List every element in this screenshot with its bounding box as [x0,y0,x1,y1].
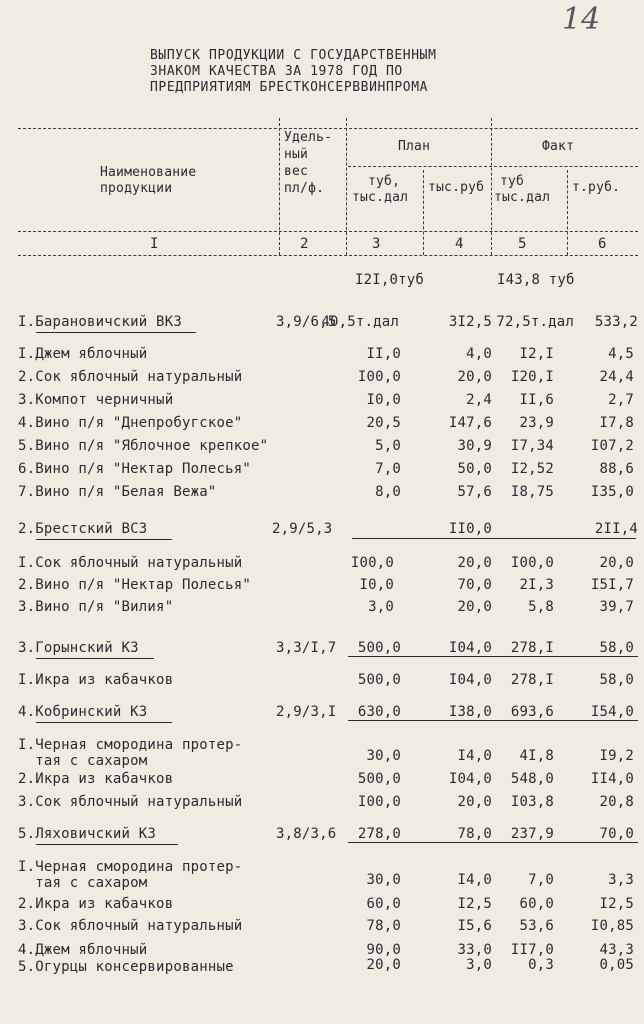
item-name: 5.Вино п/я "Яблочное крепкое" [18,438,269,454]
item-c3: 90,0 [366,942,401,958]
item-c3: 8,0 [375,484,401,500]
col-num-5: 5 [518,236,527,252]
item-c3: 5,0 [375,438,401,454]
item-c6: 43,3 [599,942,634,958]
col-num-4: 4 [455,236,464,252]
item-c5: I8,75 [510,484,554,500]
item-c3: I0,0 [359,577,394,593]
col-divider-3 [423,170,424,255]
item-c3: I0,0 [366,392,401,408]
item-name: 4.Вино п/я "Днепробугское" [18,415,243,431]
item-c3: I00,0 [357,369,401,385]
item-c5: 23,9 [519,415,554,431]
item-c5: I7,34 [510,438,554,454]
item-c4: 20,0 [457,369,492,385]
enterprise-weight: 3,8/3,6 [276,826,337,842]
enterprise-c4: 3I2,5 [448,314,492,330]
title-line-1: ВЫПУСК ПРОДУКЦИИ С ГОСУДАРСТВЕННЫМ [150,48,437,63]
header-weight-3: вес [284,164,309,179]
header-fact: Факт [542,139,575,154]
enterprise-c6: 533,2 [594,314,638,330]
header-weight-4: пл/ф. [284,181,325,196]
item-c4: 70,0 [457,577,492,593]
header-rule-2 [18,231,638,232]
item-name: 2.Икра из кабачков [18,896,174,912]
item-c6: I07,2 [590,438,634,454]
item-c6: I2,5 [599,896,634,912]
title-line-3: ПРЕДПРИЯТИЯМ БРЕСТКОНСЕРВВИНПРОМА [150,80,429,95]
item-c6: 20,0 [599,555,634,571]
item-c3: 78,0 [366,918,401,934]
item-c4: 4,0 [466,346,492,362]
col-num-1: I [150,236,159,252]
item-c4: 20,0 [457,794,492,810]
enterprise-name: 3.Горынский КЗ [18,640,139,656]
item-c5: II7,0 [510,942,554,958]
item-c6: 0,05 [599,957,634,973]
item-name: 5.Огурцы консервированные [18,959,234,975]
title-line-2: ЗНАКОМ КАЧЕСТВА ЗА 1978 ГОД ПО [150,64,403,79]
item-c6: I7,8 [599,415,634,431]
enterprise-c3: 40,5т.дал [321,314,399,330]
enterprise-c3: 630,0 [357,704,401,720]
enterprise-total-rule [348,720,638,721]
header-fact-tub-2: тыс.дал [494,190,551,205]
item-c3: 60,0 [366,896,401,912]
item-c4: 20,0 [457,599,492,615]
header-top-rule [18,128,638,129]
item-c4: I47,6 [448,415,492,431]
header-weight-1: Удель- [284,130,333,145]
item-c4: 30,9 [457,438,492,454]
header-plan-tub-2: тыс.дал [352,190,409,205]
enterprise-c6: I54,0 [590,704,634,720]
item-c5: 548,0 [510,771,554,787]
item-c6: 20,8 [599,794,634,810]
enterprise-c3: 500,0 [357,640,401,656]
item-c3: I00,0 [357,794,401,810]
item-c4: 33,0 [457,942,492,958]
page-number-mark: 14 [562,2,601,37]
enterprise-underline [36,658,154,659]
header-mid-rule [348,166,638,167]
enterprise-c5: 72,5т.дал [496,314,574,330]
item-c5: 4I,8 [519,748,554,764]
item-name: 4.Джем яблочный [18,942,148,958]
header-fact-tub-1: туб [500,174,525,189]
item-name: 3.Вино п/я "Вилия" [18,599,174,615]
item-c6: 4,5 [608,346,634,362]
item-c3: 30,0 [366,872,401,888]
header-fact-rub: т.руб. [572,180,621,195]
item-c4: I04,0 [448,672,492,688]
item-c5: 278,I [510,672,554,688]
enterprise-weight: 3,9/6,5 [276,314,337,330]
item-c3: 20,5 [366,415,401,431]
item-name: I.Икра из кабачков [18,672,174,688]
item-c4: I04,0 [448,771,492,787]
item-name: 7.Вино п/я "Белая Вежа" [18,484,217,500]
item-c3: I00,0 [350,555,394,571]
item-c5: I20,I [510,369,554,385]
item-name: I.Джем яблочный [18,346,148,362]
item-c6: 2,7 [608,392,634,408]
item-c4: I4,0 [457,748,492,764]
enterprise-total-rule [348,656,638,657]
item-c5: 7,0 [528,872,554,888]
item-c4: I4,0 [457,872,492,888]
item-c3: 3,0 [368,599,394,615]
enterprise-c6: 58,0 [599,640,634,656]
enterprise-c3: 278,0 [357,826,401,842]
item-name: I.Сок яблочный натуральный [18,555,243,571]
header-name-1: Наименование [100,165,197,180]
col-divider-5 [567,170,568,255]
item-c5: I03,8 [510,794,554,810]
item-c6: I0,85 [590,918,634,934]
item-c5: 60,0 [519,896,554,912]
item-c5: I00,0 [510,555,554,571]
col-num-3: 3 [372,236,381,252]
item-name-cont: тая с сахаром [18,875,148,891]
enterprise-c6: 2II,4 [594,521,638,537]
enterprise-c4: I38,0 [448,704,492,720]
total-fact: I43,8 туб [497,272,575,288]
header-name-2: продукции [100,181,173,196]
item-c4: I5,6 [457,918,492,934]
item-c3: II,0 [366,346,401,362]
item-c3: 500,0 [357,672,401,688]
item-c4: 57,6 [457,484,492,500]
header-bottom-rule [18,255,638,256]
enterprise-c5: 693,6 [510,704,554,720]
item-c6: 88,6 [599,461,634,477]
header-plan: План [398,139,431,154]
col-num-2: 2 [300,236,309,252]
item-name: I.Черная смородина протер- [18,859,243,875]
enterprise-underline [36,722,172,723]
item-name: 3.Сок яблочный натуральный [18,918,243,934]
enterprise-weight: 2,9/3,I [276,704,337,720]
enterprise-weight: 2,9/5,3 [272,521,333,537]
item-c6: II4,0 [590,771,634,787]
item-c6: I9,2 [599,748,634,764]
header-plan-rub: тыс.руб [428,180,485,195]
item-c5: 5,8 [528,599,554,615]
col-divider-1 [279,118,280,255]
item-c4: 20,0 [457,555,492,571]
item-c6: 24,4 [599,369,634,385]
header-plan-tub-1: туб, [368,174,401,189]
enterprise-name: 2.Брестский ВСЗ [18,521,148,537]
total-plan: I2I,0туб [355,272,425,288]
item-c4: 3,0 [466,957,492,973]
enterprise-weight: 3,3/I,7 [276,640,337,656]
enterprise-name: 5.Ляховичский КЗ [18,826,157,842]
item-c3: 20,0 [366,957,401,973]
item-name-cont: тая с сахаром [18,753,148,769]
item-c3: 500,0 [357,771,401,787]
item-c3: 7,0 [375,461,401,477]
enterprise-total-rule [348,842,638,843]
item-name: 3.Компот черничный [18,392,174,408]
enterprise-underline [36,844,178,845]
item-name: 2.Икра из кабачков [18,771,174,787]
item-c5: 0,3 [528,957,554,973]
col-divider-4 [491,118,492,255]
item-c5: I2,52 [510,461,554,477]
col-num-6: 6 [598,236,607,252]
item-c6: I35,0 [590,484,634,500]
enterprise-c5: 278,I [510,640,554,656]
item-c5: 2I,3 [519,577,554,593]
enterprise-c4: I04,0 [448,640,492,656]
enterprise-name: I.Барановичский ВКЗ [18,314,182,330]
enterprise-underline [36,539,172,540]
item-c5: 53,6 [519,918,554,934]
item-c5: II,6 [519,392,554,408]
item-name: I.Черная смородина протер- [18,737,243,753]
item-c6: 3,3 [608,872,634,888]
item-name: 3.Сок яблочный натуральный [18,794,243,810]
enterprise-c5: 237,9 [510,826,554,842]
item-c3: 30,0 [366,748,401,764]
item-c4: 2,4 [466,392,492,408]
header-weight-2: ный [284,147,309,162]
item-name: 2.Вино п/я "Нектар Полесья" [18,577,251,593]
enterprise-underline [36,332,196,333]
item-c4: 50,0 [457,461,492,477]
item-c6: I5I,7 [590,577,634,593]
enterprise-c4: II0,0 [448,521,492,537]
enterprise-c6: 70,0 [599,826,634,842]
col-divider-2 [346,118,347,255]
item-c6: 39,7 [599,599,634,615]
item-c4: I2,5 [457,896,492,912]
enterprise-c4: 78,0 [457,826,492,842]
enterprise-name: 4.Кобринский КЗ [18,704,148,720]
item-name: 2.Сок яблочный натуральный [18,369,243,385]
enterprise-total-rule [352,538,636,539]
item-name: 6.Вино п/я "Нектар Полесья" [18,461,251,477]
item-c5: I2,I [519,346,554,362]
item-c6: 58,0 [599,672,634,688]
